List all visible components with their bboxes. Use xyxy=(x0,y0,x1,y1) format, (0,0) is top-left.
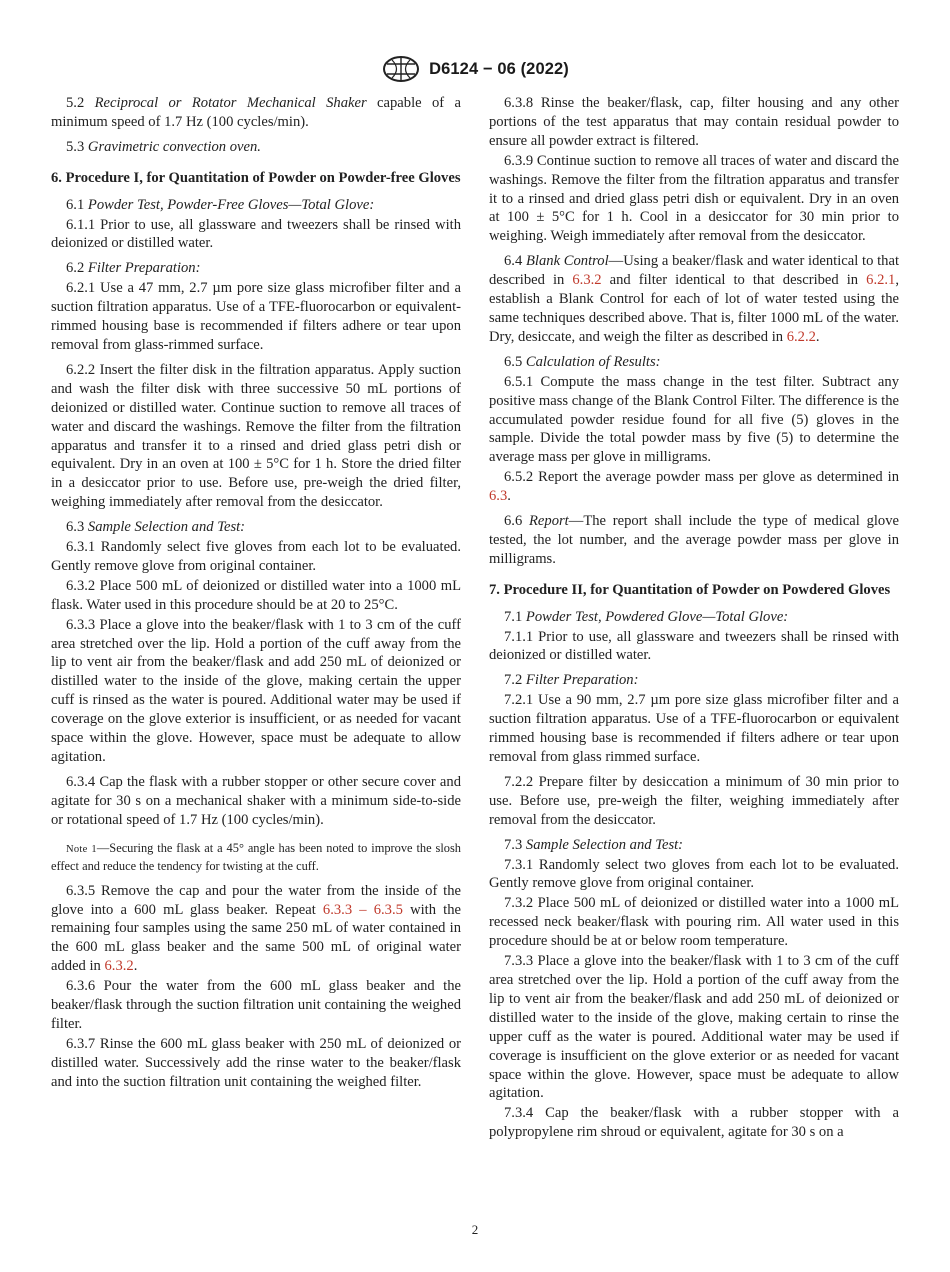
cross-reference-link[interactable]: 6.3 xyxy=(489,488,508,505)
section-6-3-7: 6.3.7 Rinse the 600 mL glass beaker with 250 mL of deionized or distilled water. Successively add the rinse water to the beaker/flask and into the suction filtration unit containing the weighed filter. xyxy=(51,1035,461,1090)
section-6-1-1: 6.1.1 Prior to use, all glassware and tweezers shall be rinsed with deionized or distilled water. xyxy=(51,216,461,252)
section-7-3-4: 7.3.4 Cap the beaker/flask with a rubber stopper with a polypropylene rim shroud or equivalent, agitate for 30 s on a xyxy=(489,1105,899,1141)
section-6-1: 6.1 Powder Test, Powder-Free Gloves—Total Glove: xyxy=(66,196,375,213)
section-6-5-1: 6.5.1 Compute the mass change in the test filter. Subtract any positive mass change of the Blank Control Filter. The difference is the accumulated powder residue found for all five (5) gloves in the sample. Divide the total powder mass by five (5) to determine the average mass per glove in milligrams. xyxy=(489,373,899,466)
section-6-6: 6.6 Report—The report shall include the type of medical glove tested, the lot number, and the average powder mass per glove in milligrams. xyxy=(489,513,899,567)
section-7-2: 7.2 Filter Preparation: xyxy=(504,672,639,689)
section-6-2-2: 6.2.2 Insert the filter disk in the filtration apparatus. Apply suction and wash the filter disk with three successive 50 mL portions of deionized or distilled water. Continue suction to remove all traces of water and discard the washings. Remove the filter from the filtration apparatus and transfer it to a rinsed and dried glass petri dish or equivalent. Dry in an oven at 100 ± 5°C for 1 h. Store the dried filter in a desiccator prior to use. Before use, pre-weigh the dried filter, weighing immediately after removal from the desiccator. xyxy=(51,361,461,511)
section-7-heading: 7. Procedure II, for Quantitation of Powder on Powdered Gloves xyxy=(489,581,891,598)
section-5-2: 5.2 Reciprocal or Rotator Mechanical Shaker capable of a minimum speed of 1.7 Hz (100 cycles/min). xyxy=(51,95,462,130)
section-7-1-1: 7.1.1 Prior to use, all glassware and tweezers shall be rinsed with deionized or distilled water. xyxy=(489,628,899,664)
section-7-3: 7.3 Sample Selection and Test: xyxy=(504,836,684,853)
section-6-3-9: 6.3.9 Continue suction to remove all traces of water and discard the washings. Remove the filter from the filtration apparatus and transfer it to a rinsed and dried glass petri dish or equivalent. Dry in an oven at 100 ± 5°C for 1 h. Cool in a desiccator for 30 min prior to weighing. Weigh immediately after removal from the desiccator. xyxy=(489,152,899,245)
cross-reference-link[interactable]: 6.2.1 xyxy=(866,272,896,289)
section-6-2-1: 6.2.1 Use a 47 mm, 2.7 µm pore size glass microfiber filter and a suction filtration apparatus. Use of a TFE-fluorocarbon or equivalent-rimmed housing base is recommended if filters adhere or tear upon removal from glass-rimmed surface. xyxy=(51,280,461,353)
cross-reference-link[interactable]: 6.3.2 xyxy=(572,272,602,289)
section-6-2: 6.2 Filter Preparation: xyxy=(66,260,201,277)
section-6-3-4: 6.3.4 Cap the flask with a rubber stopper or other secure cover and agitate for 30 s on a mechanical shaker with a minimum side-to-side or rotational speed of 1.7 Hz (100 cycles/min). xyxy=(51,773,461,828)
left-column xyxy=(51,94,461,1098)
section-6-3-6: 6.3.6 Pour the water from the 600 mL glass beaker and the beaker/flask through the suction filtration unit containing the weighed filter. xyxy=(51,978,461,1032)
section-7-2-2: 7.2.2 Prepare filter by desiccation a minimum of 30 min prior to use. Before use, pre-weigh the filter, weighing immediately after removal from the desiccator. xyxy=(489,773,899,828)
astm-logo-icon xyxy=(381,55,421,83)
section-7-1: 7.1 Powder Test, Powdered Glove—Total Glove: xyxy=(504,608,789,625)
section-7-3-1: 7.3.1 Randomly select two gloves from each lot to be evaluated. Gently remove glove from original container. xyxy=(489,856,899,892)
right-column xyxy=(489,94,899,1143)
cross-reference-link[interactable]: 6.3.3 – 6.3.5 xyxy=(322,901,403,918)
section-6-3-2: 6.3.2 Place 500 mL of deionized or distilled water into a 1000 mL flask. Water used in this procedure should be at 20 to 25°C. xyxy=(51,577,461,613)
section-6-3-5: 6.3.5 Remove the cap and pour the water from the inside of the glove into a 600 mL glass beaker. Repeat 6.3.3 – 6.3.5 with the remaining four samples using the same 250 mL of water contained in the 600 mL glass beaker and the same 500 mL of original water added in 6.3.2. xyxy=(51,882,462,975)
section-7-3-3: 7.3.3 Place a glove into the beaker/flask with 1 to 3 cm of the cuff area stretched over the lip. Hold a portion of the cuff away from the lip to vent air from the beaker/flask and add 250 mL of deionized or distilled water to the inside of the glove, making certain to rinse the upper cuff as the water is poured. Additional water may be used if coverage is insufficient on the glove exterior or as needed for vacant space within the glove. However, space must be adequate to allow agitation. xyxy=(489,953,899,1102)
section-7-2-1: 7.2.1 Use a 90 mm, 2.7 µm pore size glass microfiber filter and a suction filtration apparatus. Use of a TFE-fluorocarbon or equivalent rimmed housing base is recommended if filters adhere or tear upon removal from glass rimmed surface. xyxy=(489,692,899,765)
page-header xyxy=(0,54,950,84)
section-6-5: 6.5 Calculation of Results: xyxy=(504,353,661,370)
cross-reference-link[interactable]: 6.3.2 xyxy=(104,958,134,975)
cross-reference-link[interactable]: 6.2.2 xyxy=(786,328,816,345)
section-5-3: 5.3 Gravimetric convection oven. xyxy=(66,138,261,155)
section-6-heading: 6. Procedure I, for Quantitation of Powder on Powder-free Gloves xyxy=(51,169,461,186)
document-id: D6124 − 06 (2022) xyxy=(429,59,569,78)
note-1: Note 1—Securing the flask at a 45° angle has been noted to improve the slosh effect and reduce the tendency for twisting at the cuff. xyxy=(51,840,461,873)
section-6-3-3: 6.3.3 Place a glove into the beaker/flask with 1 to 3 cm of the cuff area stretched over the lip. Hold a portion of the cuff away from the lip to vent air from the beaker/flask and add 250 mL of deionized or distilled water to the inside of the glove, making certain the upper cuff is rinsed as the water is poured. Additional water may be used if coverage on the glove exterior is insufficient, or as needed for vacant space within the glove. However, space must be adequate to allow agitation. xyxy=(51,616,461,765)
section-6-4: 6.4 Blank Control—Using a beaker/flask and water identical to that described in 6.3.2 and filter identical to that described in 6.2.1, establish a Blank Control for each of lot of water tested using the same techniques described above. That is, filter 1000 mL of the water. Dry, desiccate, and weigh the filter as described in 6.2.2. xyxy=(489,253,900,345)
section-7-3-2: 7.3.2 Place 500 mL of deionized or distilled water into a 1000 mL recessed neck beaker/flask with pouring rim. All water used in this procedure should be at or below room temperature. xyxy=(489,895,899,950)
page-number: 2 xyxy=(471,1222,479,1237)
section-6-3-8: 6.3.8 Rinse the beaker/flask, cap, filter housing and any other portions of the test apparatus that may contain residual powder to ensure all powder extract is filtered. xyxy=(489,95,899,149)
section-6-3: 6.3 Sample Selection and Test: xyxy=(66,519,246,536)
section-6-3-1: 6.3.1 Randomly select five gloves from each lot to be evaluated. Gently remove glove from original container. xyxy=(51,539,461,574)
section-6-5-2: 6.5.2 Report the average powder mass per glove as determined in 6.3. xyxy=(489,469,899,505)
